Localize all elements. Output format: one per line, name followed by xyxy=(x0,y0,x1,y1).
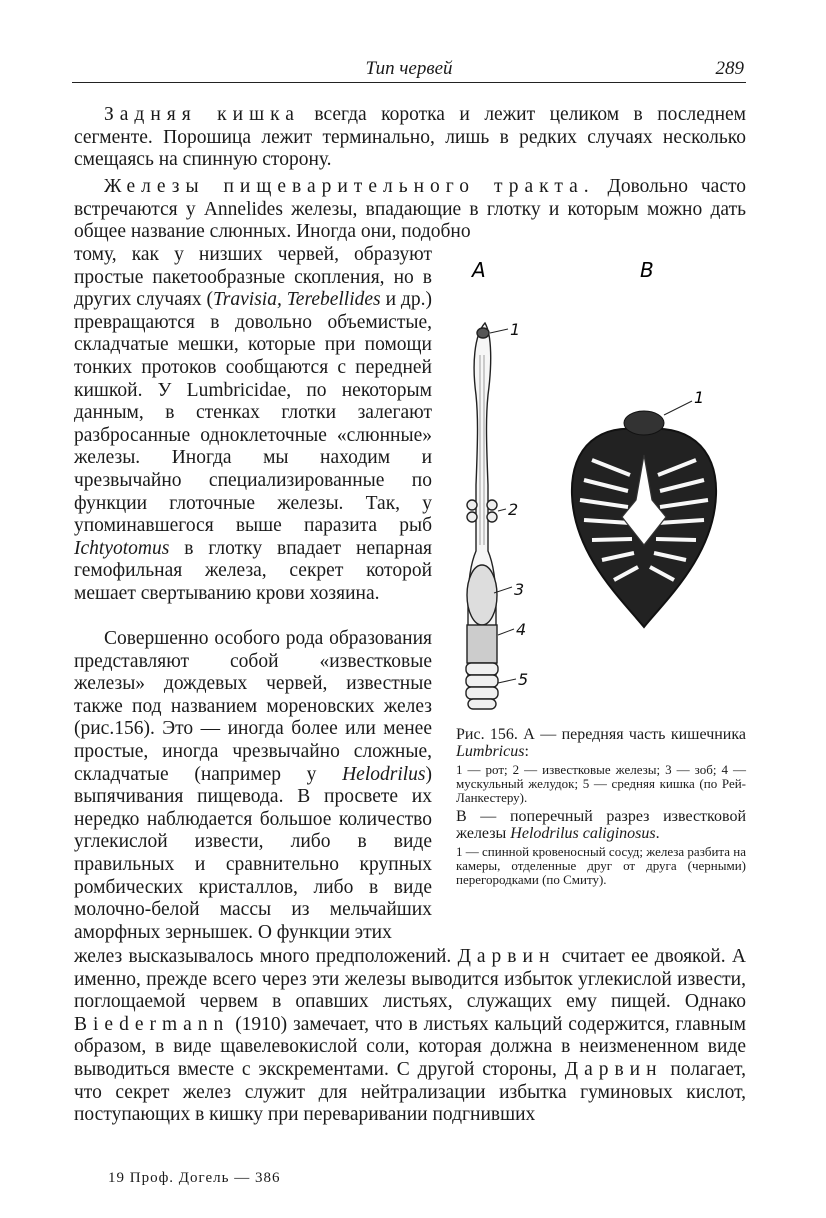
header-title: Тип червей xyxy=(365,58,453,79)
caption-legend-b: 1 — спинной кровеносный сосуд; железа разбита на камеры, отделенные друг от друга (черными) перегородками (по Смиту). xyxy=(456,844,746,887)
paragraph-glands-column xyxy=(74,244,432,606)
caption-part-a xyxy=(456,726,746,760)
drawing-gland-cross-section xyxy=(572,411,716,627)
paragraph-hind-gut xyxy=(74,104,746,172)
gizzard xyxy=(467,625,497,663)
taxon-helodrilus: Helodrilus xyxy=(342,763,426,785)
caption-text: B — поперечный разрез известковой железы xyxy=(456,808,746,842)
caption-text: Рис. 156. А — передняя часть кишечника xyxy=(456,726,746,743)
author-darwin: Дарвин xyxy=(457,946,556,967)
text-run: и др.) превращаются в довольно объемистые, складчатые мешки, которые при помощи тонких протоков сообщаются с передней кишкой. У Lumbricidae, по некоторым данным, в стенках глотки залегают разбросанные одноклеточные «слюнные» железы. Иногда мы находим и чрезвычайно специализированные по функции глоточные железы. Так, у упоминавшегося выше паразита рыб xyxy=(74,289,432,537)
paragraph-calciferous-glands xyxy=(74,628,432,944)
midgut-segments xyxy=(466,663,498,709)
text-run: тому, как у низших червей, образуют простые пакетообразные скопления, но в других случаях ( xyxy=(74,244,432,311)
taxon-ichtyotomus: Ichtyotomus xyxy=(74,537,170,559)
label-a-1: 1 xyxy=(510,320,521,339)
figure-label-a: A xyxy=(472,258,486,282)
label-a-3: 3 xyxy=(514,580,525,599)
label-a-4: 4 xyxy=(516,620,527,639)
running-header xyxy=(72,56,746,83)
term-digestive-glands: Железы пищеварительного тракта. xyxy=(104,176,595,197)
figure-label-b: B xyxy=(640,258,654,282)
term-hind-gut: Задняя кишка xyxy=(104,104,300,125)
caption-taxon-helodrilus: Helodrilus caliginosus xyxy=(510,825,656,842)
text-run: Совершенно особого рода образования представляют собой «известковые железы» дождевых червей, известные также под названием мореновских желез (рис.156). Это — иногда более или менее простые, иногда чрезвычайно сложные, складчатые (например у xyxy=(74,628,432,785)
author-biedermann: Biedermann xyxy=(74,1013,230,1035)
author-darwin-2: Дарвин xyxy=(564,1058,663,1080)
caption-taxon-lumbricus: Lumbricus xyxy=(456,743,525,760)
label-a-5: 5 xyxy=(518,670,529,689)
text-run: полагает, что секрет желез служит для нейтрализации избытка гуминовых кислот, поступающих в кишку при переваривании подгнивших xyxy=(74,1058,746,1126)
caption-text: : xyxy=(524,743,529,760)
text-run: в глотку впадает непарная гемофильная железа, секрет которой мешает свертыванию крови хозяина. xyxy=(74,537,432,604)
text-run: желез высказывалось много предположений. xyxy=(74,946,458,967)
paragraph-hind-gut-text: всегда коротка и лежит целиком в последнем сегменте. Порошица лежит терминально, лишь в редких случаях несколько смещаясь на спинную сторону. xyxy=(74,104,746,171)
page-footer-signature: 19 Проф. Догель — 386 xyxy=(108,1170,281,1186)
taxon-travisia: Travisia, Terebellides xyxy=(213,289,381,311)
dorsal-vessel xyxy=(624,411,664,435)
drawing-lumbricus-gut xyxy=(466,323,498,709)
paragraph-gland-function xyxy=(74,946,746,1127)
caption-text: . xyxy=(655,825,660,842)
crop xyxy=(467,565,497,625)
figure-156 xyxy=(452,255,752,725)
label-b-1: 1 xyxy=(694,388,705,407)
page-number: 289 xyxy=(715,58,744,79)
leader-line-b xyxy=(664,401,692,415)
label-a-2: 2 xyxy=(508,500,519,519)
text-run: ) выпячивания пищевода. В просвете их нередко наблюдается большое количество углекислой извести, либо в виде правильных и сравнительно крупных ромбических кристаллов, либо в виде молочно-белой массы из мельчайших аморфных зернышек. О функции этих xyxy=(74,763,432,943)
paragraph-glands-intro-text: Довольно часто встречаются у Annelides железы, впадающие в глотку и которым можно дать общее название слюнных. Иногда они, подобно xyxy=(74,176,746,243)
text-run: считает ее двоякой. А именно, прежде всего через эти железы выводится избыток углекислой извести, поглощаемой червем в опавших листьях, служащих ему пищей. Однако xyxy=(74,946,746,1013)
caption-part-b xyxy=(456,808,746,842)
text-run: (1910) замечает, что в листьях кальций содержится, главным образом, в виде щавелевокислой соли, которая должна в неизмененном виде выводиться вместе с экскрементами. С другой стороны, xyxy=(74,1013,746,1080)
figure-caption xyxy=(456,726,746,887)
caption-legend-a: 1 — рот; 2 — известковые железы; 3 — зоб; 4 — мускульный желудок; 5 — средняя кишка (по Рей-Ланкестеру). xyxy=(456,762,746,805)
paragraph-glands-intro xyxy=(74,176,746,244)
